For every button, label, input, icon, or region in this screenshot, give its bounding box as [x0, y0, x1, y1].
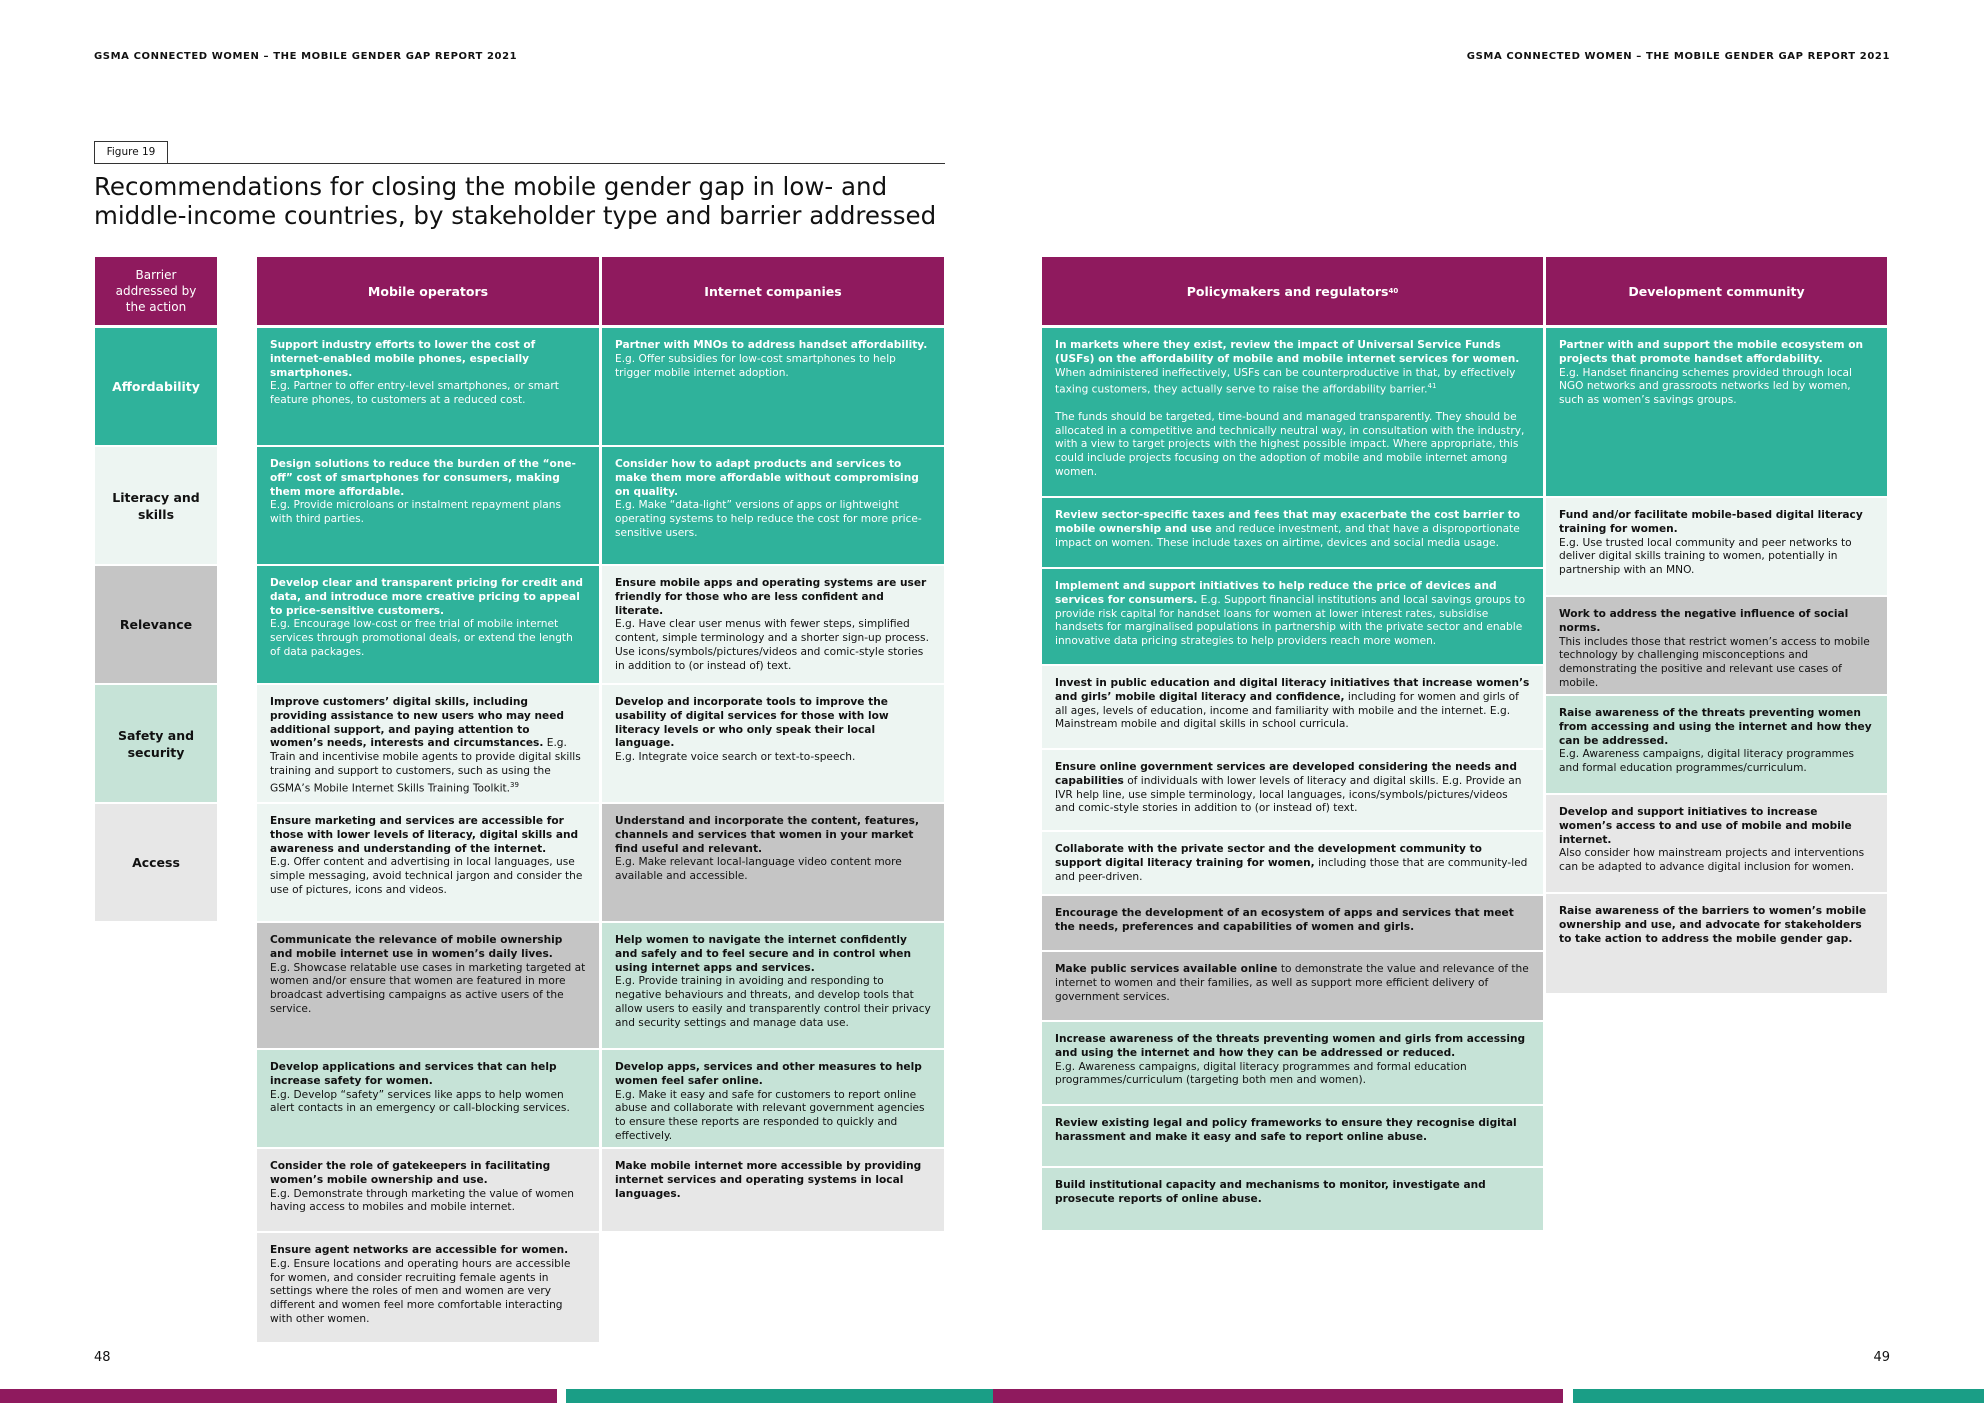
cell-bold: Partner with MNOs to address handset affordability. — [615, 339, 928, 351]
cell-text: E.g. Make “data-light” versions of apps or lightweight operating systems to help reduce the cost for more price-sensitive users. — [615, 499, 922, 539]
cell-text: E.g. Have clear user menus with fewer steps, simplified content, simple terminology and a shorter sign-up process. Use icons/symbols/pictures/videos and comic-style stories in addition to (or instead of) text. — [615, 618, 929, 672]
cell-text: When administered ineffectively, USFs can be counterproductive in that, by effectively taxing customers, they actually serve to raise the affordability barrier. — [1055, 366, 1516, 396]
cell-bold: Understand and incorporate the content, features, channels and services that women in your market find useful and relevant. — [615, 815, 919, 855]
policymakers-cell — [1042, 896, 1543, 950]
mobile-operators-cell — [257, 923, 599, 1048]
cell-text: E.g. Develop “safety” services like apps to help women alert contacts in an emergency or call-blocking services. — [270, 1088, 570, 1115]
barrier-access: Access — [95, 804, 217, 921]
development-community-cell — [1546, 696, 1887, 793]
running-header-right: GSMA CONNECTED WOMEN – THE MOBILE GENDER GAP REPORT 2021 — [1466, 51, 1890, 62]
column-header-internet-companies: Internet companies — [602, 257, 944, 325]
cell-text: E.g. Train and incentivise mobile agents to provide digital skills training and support to customers, such as using the GSMA’s Mobile Internet Skills Training Toolkit. — [270, 737, 581, 795]
policymakers-cell — [1042, 666, 1543, 748]
policymakers-cell — [1042, 1168, 1543, 1230]
development-community-cell — [1546, 795, 1887, 892]
cell-text: E.g. Support financial institutions and local savings groups to provide risk capital for handset loans for women at lower interest rates, subsidise handsets for marginalised populations in partnership with the private sector and enable innovative data pricing strategies to help providers reach more women. — [1055, 593, 1526, 648]
cell-bold: Raise awareness of the barriers to women’s mobile ownership and use, and advocate for stakeholders to take action to address the mobile gender gap. — [1559, 905, 1867, 945]
cell-bold: Ensure agent networks are accessible for women. — [270, 1244, 569, 1256]
policymakers-cell — [1042, 1022, 1543, 1104]
policymakers-cell — [1042, 832, 1543, 894]
footnote-ref: 41 — [1427, 382, 1437, 391]
cell-bold: In markets where they exist, review the impact of Universal Service Funds (USFs) on the affordability of mobile and mobile internet services for women. — [1055, 339, 1520, 365]
barrier-literacy-skills: Literacy and skills — [95, 447, 217, 564]
column-header-development-community: Development community — [1546, 257, 1887, 325]
mobile-operators-cell — [257, 1233, 599, 1342]
cell-text: including for women and girls of all ages, levels of education, income and familiarity with mobile and the internet. E.g. Mainstream mobile and digital skills in school curricula. — [1055, 690, 1519, 731]
internet-companies-cell — [602, 685, 944, 802]
development-community-cell — [1546, 498, 1887, 595]
mobile-operators-cell — [257, 447, 599, 564]
cell-text: E.g. Make relevant local-language video content more available and accessible. — [615, 856, 902, 883]
cell-text: E.g. Ensure locations and operating hours are accessible for women, and consider recruiting female agents in settings where the roles of men and women are very different and women feel more comfortable interacting with other women. — [270, 1257, 571, 1325]
internet-companies-cell — [602, 1149, 944, 1231]
policymakers-cell — [1042, 1106, 1543, 1166]
cell-bold: Ensure marketing and services are accessible for those with lower levels of literacy, digital skills and awareness and understanding of the internet. — [270, 815, 579, 855]
mobile-operators-cell — [257, 1050, 599, 1147]
footnote-ref: 39 — [510, 780, 519, 789]
cell-bold: Review sector-specific taxes and fees that may exacerbate the cost barrier to mobile ownership and use — [1055, 509, 1521, 535]
page-number-left: 48 — [94, 1350, 111, 1365]
cell-bold: Develop clear and transparent pricing for credit and data, and introduce more creative pricing to appeal to price-sensitive customers. — [270, 577, 583, 617]
cell-text: E.g. Make it easy and safe for customers to report online abuse and collaborate with relevant government agencies to ensure these reports are responded to quickly and effectively. — [615, 1088, 925, 1142]
cell-bold: Work to address the negative influence of social norms. — [1559, 608, 1849, 634]
development-community-cell — [1546, 597, 1887, 694]
policymakers-cell — [1042, 750, 1543, 830]
development-community-cell — [1546, 328, 1887, 496]
cell-bold: Build institutional capacity and mechanisms to monitor, investigate and prosecute reports of online abuse. — [1055, 1179, 1486, 1205]
internet-companies-cell — [602, 447, 944, 564]
footer-bar-teal — [566, 1389, 993, 1403]
policymakers-header-label: Policymakers and regulators — [1186, 283, 1389, 299]
cell-bold: Develop and support initiatives to increase women’s access to and use of mobile and mobile internet. — [1559, 806, 1852, 846]
cell-extra-text: The funds should be targeted, time-bound and managed transparently. They should be allocated in a competitive and technically neutral way, in consultation with the industry, with a view to target projects with the highest possible impact. Where appropriate, this could include projects focusing on the adoption of mobile and mobile internet among women. — [1055, 410, 1525, 478]
cell-bold: Partner with and support the mobile ecosystem on projects that promote handset affordability. — [1559, 339, 1864, 365]
cell-bold: Consider how to adapt products and services to make them more affordable without compromising on quality. — [615, 458, 919, 498]
mobile-operators-cell — [257, 685, 599, 802]
cell-text: E.g. Encourage low-cost or free trial of mobile internet services through promotional deals, or extend the length of data packages. — [270, 618, 573, 658]
cell-bold: Invest in public education and digital literacy initiatives that increase women’s and girls’ mobile digital literacy and confidence, — [1055, 677, 1530, 703]
page-number-right: 49 — [1873, 1350, 1890, 1365]
cell-text: E.g. Handset financing schemes provided through local NGO networks and grassroots networks led by women, such as women’s savings groups. — [1559, 366, 1852, 407]
running-header-left: GSMA CONNECTED WOMEN – THE MOBILE GENDER GAP REPORT 2021 — [94, 51, 518, 62]
cell-text: E.g. Provide training in avoiding and responding to negative behaviours and threats, and develop tools that allow users to easily and transparently control their privacy and security settings and manage data use. — [615, 975, 931, 1029]
internet-companies-cell — [602, 804, 944, 921]
cell-text: including those that are community-led and peer-driven. — [1055, 856, 1528, 883]
footer-bar-purple — [0, 1389, 557, 1403]
cell-bold: Develop and incorporate tools to improve the usability of digital services for those with low literacy levels or who only speak their local language. — [615, 696, 889, 750]
cell-bold: Implement and support initiatives to help reduce the price of devices and services for consumers. — [1055, 580, 1497, 606]
mobile-operators-cell — [257, 328, 599, 445]
cell-text: E.g. Offer content and advertising in local languages, use simple messaging, avoid technical jargon and consider the use of pictures, icons and videos. — [270, 856, 583, 896]
cell-bold: Raise awareness of the threats preventing women from accessing and using the internet and how they can be addressed. — [1559, 707, 1872, 747]
cell-bold: Consider the role of gatekeepers in facilitating women’s mobile ownership and use. — [270, 1160, 551, 1186]
development-community-cell — [1546, 894, 1887, 993]
cell-bold: Collaborate with the private sector and the development community to support digital literacy training for women, — [1055, 843, 1482, 869]
cell-text: Also consider how mainstream projects and interventions can be adapted to advance digital inclusion for women. — [1559, 847, 1865, 874]
cell-bold: Ensure online government services are developed considering the needs and capabilities — [1055, 761, 1517, 787]
cell-bold: Make public services available online — [1055, 963, 1278, 975]
mobile-operators-cell — [257, 804, 599, 921]
cell-bold: Develop applications and services that can help increase safety for women. — [270, 1061, 557, 1087]
cell-text: E.g. Awareness campaigns, digital literacy programmes and formal education programmes/curriculum (targeting both men and women). — [1055, 1060, 1467, 1087]
cell-text: E.g. Partner to offer entry-level smartphones, or smart feature phones, to customers at a reduced cost. — [270, 380, 559, 407]
cell-text: E.g. Showcase relatable use cases in marketing targeted at women and/or ensure that women are featured in more broadcast advertising campaigns as active users of the service. — [270, 961, 586, 1015]
cell-text: and reduce investment, and that have a disproportionate impact on women. These include taxes on airtime, devices and social media usage. — [1055, 522, 1520, 549]
column-header-mobile-operators: Mobile operators — [257, 257, 599, 325]
internet-companies-cell — [602, 923, 944, 1048]
cell-bold: Fund and/or facilitate mobile-based digital literacy training for women. — [1559, 509, 1863, 535]
cell-text: E.g. Awareness campaigns, digital literacy programmes and formal education programmes/curriculum. — [1559, 748, 1854, 775]
figure-rule — [94, 163, 945, 164]
cell-bold: Make mobile internet more accessible by providing internet services and operating systems in local languages. — [615, 1160, 922, 1200]
cell-bold: Review existing legal and policy frameworks to ensure they recognise digital harassment and make it easy and safe to report online abuse. — [1055, 1117, 1517, 1143]
cell-bold: Communicate the relevance of mobile ownership and mobile internet use in women’s daily lives. — [270, 934, 563, 960]
cell-bold: Ensure mobile apps and operating systems are user friendly for those who are less confident and literate. — [615, 577, 927, 617]
cell-text: of individuals with lower levels of literacy and digital skills. E.g. Provide an IVR help line, use simple terminology, local languages, icons/symbols/pictures/videos and comic-style stories in addition to (or instead of) text. — [1055, 774, 1522, 815]
barrier-relevance: Relevance — [95, 566, 217, 683]
barrier-safety-security: Safety and security — [95, 685, 217, 802]
cell-text: This includes those that restrict women’s access to mobile technology by challenging misconceptions and demonstrating the positive and relevant use cases of mobile. — [1559, 635, 1870, 689]
policymakers-header-footnote: 40 — [1388, 287, 1399, 295]
footer-bar-teal — [1573, 1389, 1984, 1403]
cell-bold: Design solutions to reduce the burden of the “one-off” cost of smartphones for consumers, making them more affordable. — [270, 458, 576, 498]
cell-bold: Encourage the development of an ecosystem of apps and services that meet the needs, preferences and capabilities of women and girls. — [1055, 907, 1514, 933]
figure-title: Recommendations for closing the mobile gender gap in low- and middle-income countries, by stakeholder type and barrier addressed — [94, 172, 937, 230]
policymakers-cell — [1042, 569, 1543, 664]
mobile-operators-cell — [257, 1149, 599, 1231]
policymakers-cell — [1042, 952, 1543, 1020]
column-header-policymakers — [1042, 257, 1543, 325]
cell-bold: Develop apps, services and other measures to help women feel safer online. — [615, 1061, 922, 1087]
barrier-affordability: Affordability — [95, 328, 217, 445]
mobile-operators-cell — [257, 566, 599, 683]
cell-bold: Improve customers’ digital skills, including providing assistance to new users who may need additional support, and paying attention to women’s needs, interests and circumstances. — [270, 696, 564, 750]
cell-text: E.g. Use trusted local community and peer networks to deliver digital skills training to women, potentially in partnership with an MNO. — [1559, 536, 1852, 577]
cell-bold: Help women to navigate the internet confidently and safely and to feel secure and in control when using internet apps and services. — [615, 934, 911, 974]
internet-companies-cell — [602, 566, 944, 683]
barrier-column-header: Barrier addressed by the action — [95, 257, 217, 325]
cell-text: E.g. Demonstrate through marketing the value of women having access to mobiles and mobile internet. — [270, 1187, 574, 1214]
cell-text: E.g. Integrate voice search or text-to-speech. — [615, 751, 856, 764]
cell-bold: Increase awareness of the threats preventing women and girls from accessing and using the internet and how they can be addressed or reduced. — [1055, 1033, 1526, 1059]
footer-bar-purple — [993, 1389, 1563, 1403]
policymakers-cell — [1042, 498, 1543, 567]
cell-text: E.g. Provide microloans or instalment repayment plans with third parties. — [270, 499, 561, 526]
figure-label: Figure 19 — [94, 141, 168, 164]
cell-text: to demonstrate the value and relevance of the internet to women and their families, as well as support more efficient delivery of government services. — [1055, 963, 1529, 1003]
internet-companies-cell — [602, 1050, 944, 1147]
policymakers-cell — [1042, 328, 1543, 496]
cell-bold: Support industry efforts to lower the cost of internet-enabled mobile phones, especially smartphones. — [270, 339, 536, 379]
cell-text: E.g. Offer subsidies for low-cost smartphones to help trigger mobile internet adoption. — [615, 352, 896, 379]
internet-companies-cell — [602, 328, 944, 445]
